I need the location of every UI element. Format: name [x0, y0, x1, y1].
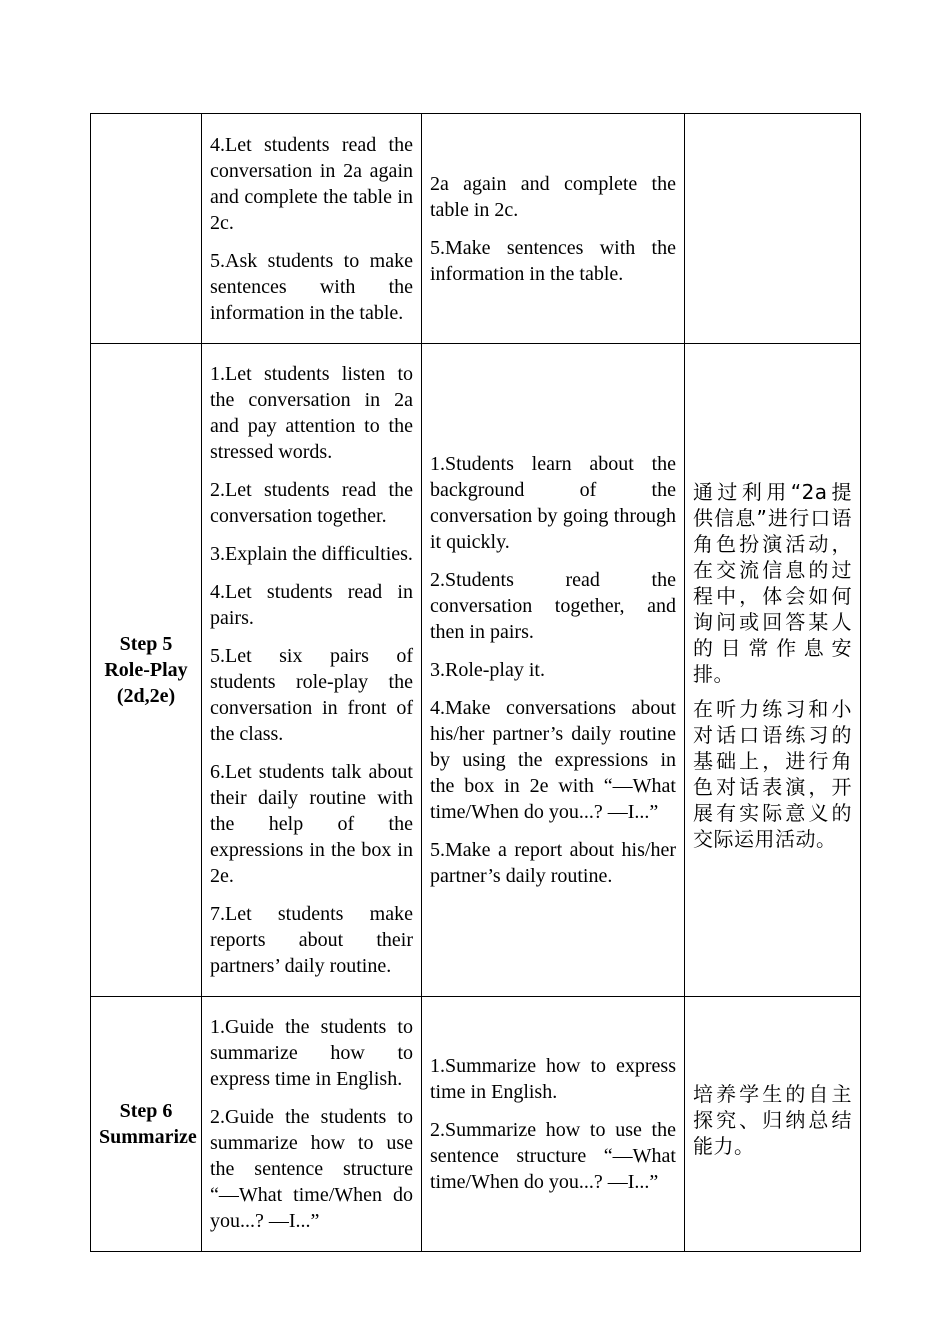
step-subtitle: (2d,2e) — [116, 685, 176, 707]
design-purpose-item: 在听力练习和小对话口语练习的基础上，进行角色对话表演，开展有实际意义的交际运用活动。 — [693, 697, 852, 851]
student-activity-cell — [422, 114, 685, 344]
teacher-activity-item: 2.Let students read the conversation together. — [210, 479, 413, 527]
table-row — [91, 344, 861, 997]
student-activity-item: 2.Summarize how to use the sentence structure “—What time/When do you...? —I...” — [430, 1119, 676, 1193]
teacher-activity-cell — [202, 344, 422, 997]
student-activity-item: 1.Summarize how to express time in English. — [430, 1055, 676, 1103]
teacher-activity-item: 5.Ask students to make sentences with the information in the table. — [210, 249, 413, 324]
step-cell — [91, 344, 202, 997]
student-activity-cell — [422, 344, 685, 997]
design-purpose-cell — [685, 997, 861, 1252]
student-activity-item: 1.Students learn about the background of the conversation by going through it quickly. — [430, 453, 676, 553]
teacher-activity-item: 1.Guide the students to summarize how to express time in English. — [210, 1016, 413, 1090]
table-row — [91, 997, 861, 1252]
student-activity-cell — [422, 997, 685, 1252]
student-activity-item: 2.Students read the conversation together, and then in pairs. — [430, 569, 676, 643]
step-number: Step 5 — [119, 633, 173, 655]
design-purpose-cell — [685, 114, 861, 344]
teacher-activity-item: 5.Let six pairs of students role-play the conversation in front of the class. — [210, 645, 413, 745]
student-activity-item: 2a again and complete the table in 2c. — [430, 172, 676, 221]
step-title: Role-Play — [104, 659, 188, 681]
step-cell — [91, 997, 202, 1252]
step-number: Step 6 — [119, 1100, 173, 1122]
step-cell — [91, 114, 202, 344]
lesson-plan-table — [90, 113, 861, 1252]
teacher-activity-cell — [202, 997, 422, 1252]
student-activity-item: 5.Make sentences with the information in the table. — [430, 236, 676, 285]
teacher-activity-cell — [202, 114, 422, 344]
student-activity-item: 4.Make conversations about his/her partner’s daily routine by using the expressions in the box in 2e with “—What time/When do you...? —I...” — [430, 697, 676, 823]
teacher-activity-item: 3.Explain the difficulties. — [210, 543, 413, 565]
teacher-activity-item: 4.Let students read in pairs. — [210, 581, 413, 629]
teacher-activity-item: 6.Let students talk about their daily routine with the help of the expressions in the box in 2e. — [210, 761, 413, 887]
teacher-activity-item: 4.Let students read the conversation in 2a again and complete the table in 2c. — [210, 133, 413, 234]
step-title: Summarize — [99, 1126, 197, 1148]
design-purpose-item: 培养学生的自主探究、归纳总结能力。 — [693, 1081, 852, 1158]
design-purpose-item: 通过利用“2a提供信息”进行口语角色扮演活动，在交流信息的过程中，体会如何询问或回答某人的日常作息安排。 — [693, 480, 852, 686]
teacher-activity-item: 2.Guide the students to summarize how to use the sentence structure “—What time/When do you...? —I...” — [210, 1106, 413, 1232]
student-activity-item: 5.Make a report about his/her partner’s daily routine. — [430, 839, 676, 887]
teacher-activity-item: 1.Let students listen to the conversation in 2a and pay attention to the stressed words. — [210, 363, 413, 463]
student-activity-item: 3.Role-play it. — [430, 659, 545, 681]
design-purpose-cell — [685, 344, 861, 997]
teacher-activity-item: 7.Let students make reports about their partners’ daily routine. — [210, 903, 413, 977]
table-row — [91, 114, 861, 344]
